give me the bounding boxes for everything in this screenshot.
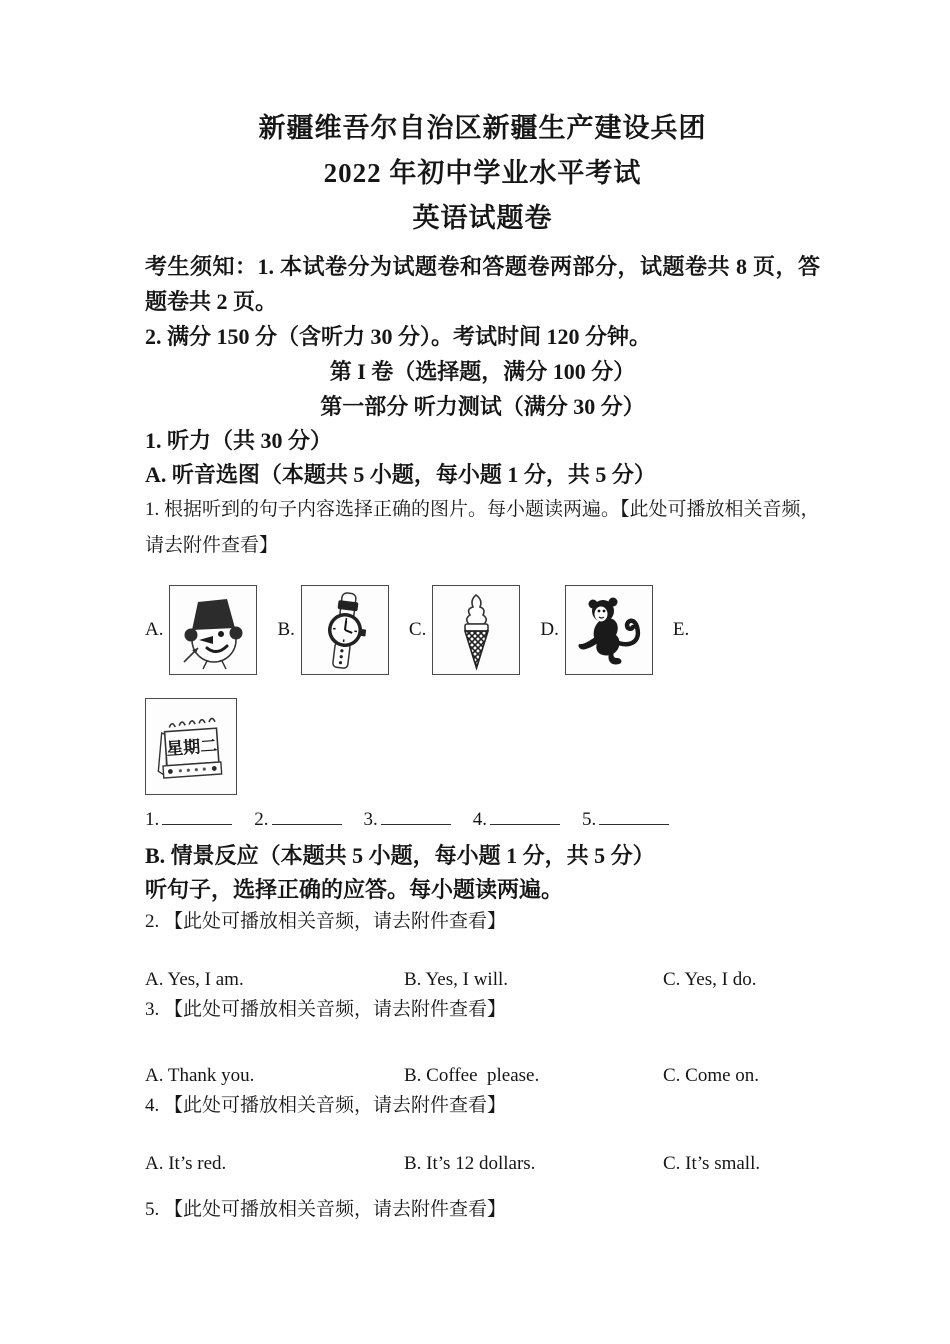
option-c-picture: [432, 585, 520, 675]
question-2-number: 2.: [145, 911, 160, 932]
option-d-label: D.: [540, 619, 559, 640]
section-a-heading: A. 听音选图（本题共 5 小题，每小题 1 分，共 5 分）: [145, 462, 656, 487]
question-3-number: 3.: [145, 999, 160, 1020]
answer-blank-4: [473, 809, 560, 831]
question-3-option-c: C. Come on.: [663, 1065, 760, 1086]
question-2-option-a: A. Yes, I am.: [145, 969, 244, 990]
ice-cream-icon: [436, 588, 516, 672]
question-4-options: [145, 1149, 820, 1179]
blank-underline: [272, 810, 342, 825]
blank-number: 1.: [145, 809, 160, 830]
option-e-label: E.: [672, 619, 690, 640]
question-2-options: [145, 965, 820, 995]
title-line-2: 2022 年初中学业水平考试: [323, 158, 642, 188]
volume-1-heading: 第 I 卷（选择题，满分 100 分）: [329, 359, 636, 384]
candidate-notice: 考生须知：1. 本试卷分为试题卷和答题卷两部分，试题卷共 8 页，答题卷共 2 页。: [145, 254, 820, 314]
blank-underline: [381, 810, 451, 825]
question-3-option-a: A. Thank you.: [145, 1065, 255, 1086]
section-b-instruction: 听句子，选择正确的应答。每小题读两遍。: [145, 877, 564, 902]
question-1-instruction: 1. 根据听到的句子内容选择正确的图片。每小题读两遍。【此处可播放相关音频，请去附件查看】: [145, 499, 820, 556]
option-b-label: B.: [277, 619, 295, 640]
watch-icon: [306, 589, 384, 671]
blank-underline: [599, 810, 669, 825]
title-line-3: 英语试题卷: [412, 203, 553, 233]
blank-underline: [490, 810, 560, 825]
answer-blanks-row: [145, 809, 820, 831]
snowman-icon: [174, 590, 252, 670]
blank-number: 4.: [472, 809, 487, 830]
section-b-heading: B. 情景反应（本题共 5 小题，每小题 1 分，共 5 分）: [145, 843, 655, 868]
question-2-option-c: C. Yes, I do.: [663, 969, 757, 990]
question-4: [145, 1091, 820, 1121]
question-2: [145, 907, 820, 937]
calendar-picture-row: [145, 698, 820, 795]
question-4-option-a: A. It’s red.: [145, 1153, 227, 1174]
question-3-option-b: B. Coffee please.: [404, 1065, 540, 1086]
title-block: [145, 106, 820, 241]
calendar-day-text: 星期二: [165, 735, 218, 759]
blank-number: 3.: [363, 809, 378, 830]
picture-options-row: [145, 584, 820, 676]
audio-placeholder-text: 【此处可播放相关音频，请去附件查看】: [164, 911, 507, 932]
part-1-heading: 第一部分 听力测试（满分 30 分）: [320, 394, 645, 419]
audio-placeholder-text: 【此处可播放相关音频，请去附件查看】: [164, 1095, 507, 1116]
question-3: [145, 995, 820, 1025]
option-c-label: C.: [408, 619, 427, 640]
answer-blank-1: [145, 809, 232, 831]
calendar-icon: [149, 703, 233, 791]
audio-placeholder-text: 【此处可播放相关音频，请去附件查看】: [164, 1199, 507, 1220]
option-a-picture: [169, 585, 257, 675]
blank-number: 5.: [582, 809, 597, 830]
option-b-picture: [301, 585, 389, 675]
option-d-picture: [565, 585, 653, 675]
question-4-number: 4.: [145, 1095, 160, 1116]
question-5-number: 5.: [145, 1199, 160, 1220]
blank-underline: [162, 810, 232, 825]
question-4-option-b: B. It’s 12 dollars.: [404, 1153, 536, 1174]
option-a-label: A.: [145, 619, 164, 640]
question-3-options: [145, 1061, 820, 1091]
answer-blank-2: [254, 809, 341, 831]
question-5: [145, 1195, 820, 1225]
listening-heading: 1. 听力（共 30 分）: [145, 428, 333, 453]
option-e-picture: [145, 698, 237, 795]
audio-placeholder-text: 【此处可播放相关音频，请去附件查看】: [164, 999, 507, 1020]
blank-number: 2.: [254, 809, 269, 830]
question-4-option-c: C. It’s small.: [663, 1153, 761, 1174]
answer-blank-5: [582, 809, 669, 831]
monkey-icon: [569, 589, 649, 671]
title-line-1: 新疆维吾尔自治区新疆生产建设兵团: [258, 113, 707, 143]
candidate-notice-2: 2. 满分 150 分（含听力 30 分）。考试时间 120 分钟。: [145, 324, 652, 349]
answer-blank-3: [364, 809, 451, 831]
question-2-option-b: B. Yes, I will.: [404, 969, 508, 990]
